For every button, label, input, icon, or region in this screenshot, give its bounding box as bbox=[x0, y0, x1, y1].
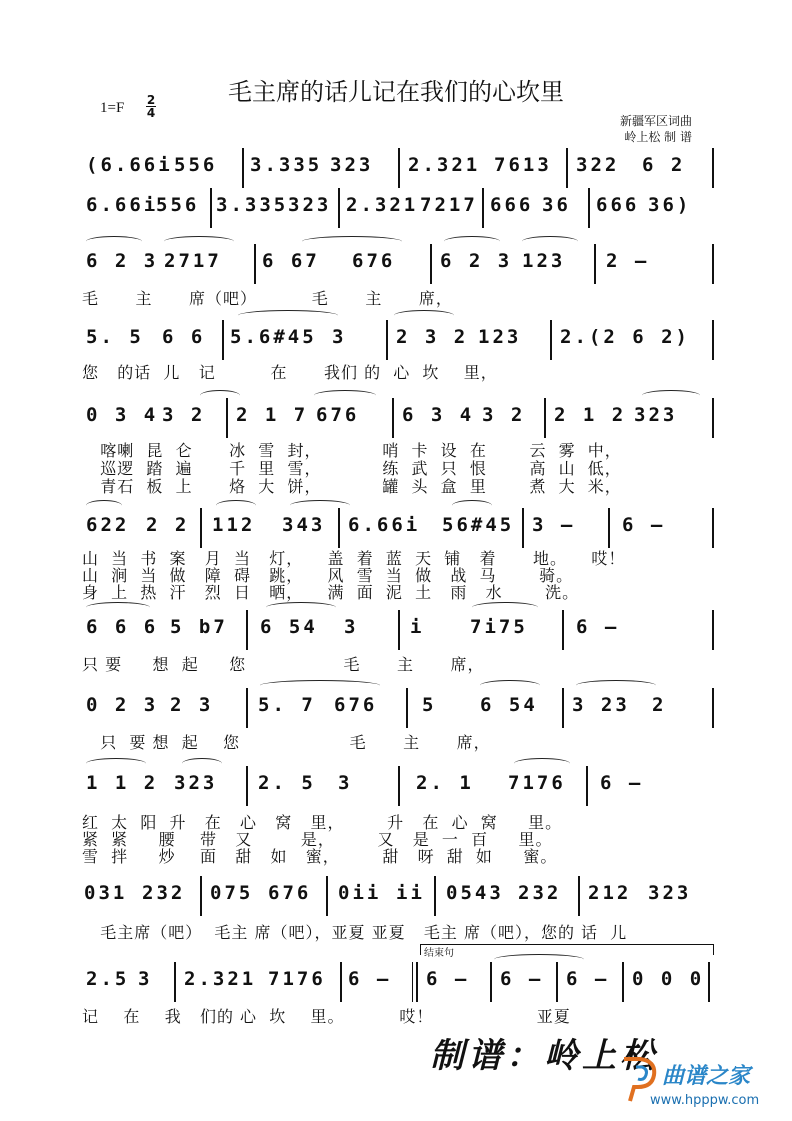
credit-composer: 新疆军区词曲 bbox=[619, 114, 692, 128]
lyric-line: 雪 拌 炒 面 甜 如 蜜， 甜 呀 甜 如 蜜。 bbox=[82, 847, 558, 866]
score-row-8 bbox=[82, 688, 714, 728]
page-title: 毛主席的话儿记在我们的心坎里 bbox=[228, 78, 564, 106]
measure: 2.321 bbox=[408, 154, 481, 176]
measure: 2 – bbox=[606, 250, 650, 272]
measure: 343 bbox=[282, 514, 326, 536]
measure: 2 bbox=[652, 694, 667, 716]
measure: 676 bbox=[352, 250, 396, 272]
barline bbox=[406, 688, 408, 728]
lyric-line: 山 涧 当 做 障 碍 跳， 风 雪 当 做 战 马 骑。 bbox=[82, 566, 574, 585]
barline bbox=[338, 508, 340, 548]
barline bbox=[482, 188, 484, 228]
barline bbox=[550, 320, 552, 360]
lyric-line: 毛主席（吧） 毛主 席（吧），亚夏 亚夏 毛主 席（吧），您的 话 儿 bbox=[82, 923, 628, 942]
measure: 56#45 bbox=[442, 514, 515, 536]
barline bbox=[246, 688, 248, 728]
barline bbox=[398, 766, 400, 806]
barline bbox=[712, 148, 714, 188]
measure: 3 2 bbox=[162, 404, 206, 426]
measure: 6 54 bbox=[260, 616, 318, 638]
slur bbox=[494, 954, 584, 965]
measure: 3 23 bbox=[572, 694, 630, 716]
barline bbox=[712, 320, 714, 360]
barline bbox=[222, 320, 224, 360]
measure: 6.66i bbox=[348, 514, 421, 536]
slur bbox=[394, 310, 454, 321]
measure: 556 bbox=[156, 194, 200, 216]
measure: 123 bbox=[478, 326, 522, 348]
slur bbox=[86, 758, 146, 769]
measure: 3 – bbox=[532, 514, 576, 536]
slur bbox=[86, 602, 150, 613]
measure: 3.335 bbox=[216, 194, 289, 216]
measure: 075 bbox=[210, 882, 254, 904]
barline bbox=[338, 188, 340, 228]
measure: 2 1 7 bbox=[236, 404, 309, 426]
slur bbox=[642, 390, 700, 401]
barline bbox=[522, 508, 524, 548]
measure: 7176 bbox=[268, 968, 326, 990]
measure: 7176 bbox=[508, 772, 566, 794]
barline bbox=[226, 398, 228, 438]
lyric-line: 身 上 热 汗 烈 日 晒， 满 面 泥 土 雨 水 洗。 bbox=[82, 583, 580, 602]
barline bbox=[712, 610, 714, 650]
score-row-7 bbox=[82, 610, 714, 650]
barline bbox=[242, 148, 244, 188]
measure: 622 bbox=[86, 514, 130, 536]
measure: 6 2 bbox=[642, 154, 686, 176]
measure: 323 bbox=[330, 154, 374, 176]
measure: 676 bbox=[268, 882, 312, 904]
score-row-4 bbox=[82, 320, 714, 360]
lyric-line: 喀喇 昆 仑 冰 雪 封， 哨 卡 设 在 云 雾 中， bbox=[82, 441, 622, 460]
measure: 212 bbox=[588, 882, 632, 904]
lyric-line: 紧 紧 腰 带 又 是， 又 是 一 百 里。 bbox=[82, 830, 553, 849]
watermark bbox=[620, 1055, 790, 1117]
barline bbox=[434, 876, 436, 916]
watermark-title: 曲谱之家 bbox=[662, 1064, 751, 1089]
lyric-line: 青石 板 上 烙 大 饼， 罐 头 盒 里 煮 大 米， bbox=[82, 477, 622, 496]
measure: 232 bbox=[518, 882, 562, 904]
measure: 3.335 bbox=[250, 154, 323, 176]
slur bbox=[238, 310, 338, 321]
measure: 1 1 2 bbox=[86, 772, 159, 794]
measure: 2.321 bbox=[346, 194, 419, 216]
barline bbox=[430, 244, 432, 284]
measure: 556 bbox=[174, 154, 218, 176]
barline bbox=[544, 398, 546, 438]
slur bbox=[260, 680, 380, 691]
measure: 6 – bbox=[576, 616, 620, 638]
barline bbox=[586, 766, 588, 806]
lyric-line: 记 在 我 们的 心 坎 里。 哎！ 亚夏 bbox=[82, 1007, 571, 1026]
barline bbox=[200, 508, 202, 548]
measure: 6 – bbox=[600, 772, 644, 794]
barline bbox=[622, 962, 624, 1002]
measure: 6 54 bbox=[480, 694, 538, 716]
slur bbox=[472, 602, 538, 613]
key-signature: 1=F bbox=[100, 100, 125, 116]
measure: 676 bbox=[334, 694, 378, 716]
measure: 0 3 4 bbox=[86, 404, 159, 426]
measure: 6 – bbox=[566, 968, 610, 990]
slur bbox=[522, 236, 578, 247]
barline bbox=[562, 688, 564, 728]
slur bbox=[182, 758, 222, 769]
lyric-line: 您 的话 儿 记 在 我们 的 心 坎 里， bbox=[82, 363, 498, 382]
score-row-11 bbox=[82, 962, 714, 1002]
score-row-10 bbox=[82, 876, 714, 916]
barline bbox=[386, 320, 388, 360]
barline bbox=[246, 766, 248, 806]
measure: 666 bbox=[490, 194, 534, 216]
measure: 112 bbox=[212, 514, 256, 536]
measure: 0 0 0 bbox=[632, 968, 705, 990]
measure: 6 – bbox=[500, 968, 544, 990]
barline bbox=[398, 610, 400, 650]
lyric-line: 巡逻 踏 遍 千 里 雪， 练 武 只 恨 高 山 低， bbox=[82, 459, 622, 478]
slur bbox=[514, 758, 570, 769]
barline bbox=[712, 398, 714, 438]
barline bbox=[210, 188, 212, 228]
measure: i bbox=[410, 616, 425, 638]
measure: 2 2 bbox=[146, 514, 190, 536]
measure: 3 2 bbox=[482, 404, 526, 426]
slur bbox=[302, 236, 402, 247]
slur bbox=[216, 500, 256, 511]
barline bbox=[566, 148, 568, 188]
slur bbox=[444, 236, 500, 247]
repeat-barline bbox=[416, 962, 418, 1002]
measure: 7i75 bbox=[470, 616, 528, 638]
measure: 2717 bbox=[164, 250, 222, 272]
measure: 123 bbox=[522, 250, 566, 272]
lyric-line: 红 太 阳 升 在 心 窝 里， 升 在 心 窝 里。 bbox=[82, 813, 563, 832]
measure: 5.6#45 bbox=[230, 326, 317, 348]
score-row-9 bbox=[82, 766, 714, 806]
measure: 3 bbox=[344, 616, 359, 638]
measure: 323 bbox=[634, 404, 678, 426]
slur bbox=[266, 602, 336, 613]
slur bbox=[200, 390, 240, 401]
measure: 2 1 2 bbox=[554, 404, 627, 426]
lyric-line: 山 当 书 案 月 当 灯， 盖 着 蓝 天 铺 着 地。 哎！ bbox=[82, 549, 626, 568]
slur bbox=[576, 680, 656, 691]
measure: 0 2 3 bbox=[86, 694, 159, 716]
watermark-url: www.hpppw.com bbox=[650, 1093, 760, 1108]
measure: 5 bbox=[422, 694, 437, 716]
measure: 2.(2 6 2) bbox=[560, 326, 690, 348]
time-sig-num: 2 bbox=[146, 93, 156, 107]
measure: 6.66i bbox=[86, 194, 159, 216]
lyric-line: 只 要 想 起 您 毛 主 席， bbox=[82, 733, 491, 752]
measure: 2 3 2 bbox=[396, 326, 469, 348]
measure: 2.5 bbox=[86, 968, 130, 990]
barline bbox=[398, 148, 400, 188]
measure: 5. 5 bbox=[86, 326, 144, 348]
measure: 2. 5 bbox=[258, 772, 316, 794]
barline bbox=[712, 688, 714, 728]
measure: 323 bbox=[174, 772, 218, 794]
time-signature bbox=[146, 94, 156, 119]
measure: 323 bbox=[648, 882, 692, 904]
measure: 6 2 3 bbox=[86, 250, 159, 272]
measure: 6 3 4 bbox=[402, 404, 475, 426]
barline bbox=[712, 508, 714, 548]
time-sig-den: 4 bbox=[146, 106, 156, 120]
measure: 7217 bbox=[420, 194, 478, 216]
slur bbox=[86, 236, 142, 247]
measure: 6 67 bbox=[262, 250, 320, 272]
lyric-line: 毛 主 席（吧） 毛 主 席， bbox=[82, 289, 453, 308]
measure: 5. 7 bbox=[258, 694, 316, 716]
barline bbox=[326, 876, 328, 916]
repeat-barline bbox=[412, 962, 413, 1002]
barline bbox=[340, 962, 342, 1002]
measure: 36) bbox=[648, 194, 692, 216]
measure: 232 bbox=[142, 882, 186, 904]
measure: 2.321 bbox=[184, 968, 257, 990]
measure: 2. 1 bbox=[416, 772, 474, 794]
measure: 6 6 bbox=[162, 326, 206, 348]
barline bbox=[392, 398, 394, 438]
measure: 322 bbox=[576, 154, 620, 176]
measure: 7613 bbox=[494, 154, 552, 176]
barline bbox=[490, 962, 492, 1002]
barline bbox=[174, 962, 176, 1002]
measure: 3 bbox=[338, 772, 353, 794]
final-barline bbox=[708, 962, 710, 1002]
measure: 3 bbox=[138, 968, 153, 990]
score-row-2 bbox=[82, 188, 714, 228]
score-row-5 bbox=[82, 398, 714, 438]
measure: 6 2 3 bbox=[440, 250, 513, 272]
measure: 3 bbox=[332, 326, 347, 348]
measure: 6 6 6 bbox=[86, 616, 159, 638]
barline bbox=[254, 244, 256, 284]
barline bbox=[246, 610, 248, 650]
barline bbox=[594, 244, 596, 284]
barline bbox=[578, 876, 580, 916]
ending-bracket bbox=[420, 944, 714, 955]
slur bbox=[314, 390, 376, 401]
measure: (6.66i bbox=[86, 154, 173, 176]
credit-arranger: 岭上松 制 谱 bbox=[624, 130, 692, 144]
measure: 6 – bbox=[622, 514, 666, 536]
measure: 6 – bbox=[348, 968, 392, 990]
measure: 0543 bbox=[446, 882, 504, 904]
slur bbox=[164, 236, 234, 247]
score-row-3 bbox=[82, 244, 714, 284]
score-row-1 bbox=[82, 148, 714, 188]
barline bbox=[608, 508, 610, 548]
score-row-6 bbox=[82, 508, 714, 548]
barline bbox=[588, 188, 590, 228]
lyric-line: 只 要 想 起 您 毛 主 席， bbox=[82, 655, 485, 674]
signature: 制谱：岭上松 bbox=[430, 1036, 658, 1076]
ending-label: 结束句 bbox=[424, 948, 454, 959]
barline bbox=[556, 962, 558, 1002]
measure: 6 – bbox=[426, 968, 470, 990]
barline bbox=[562, 610, 564, 650]
measure: 36 bbox=[542, 194, 571, 216]
slur bbox=[290, 500, 350, 511]
barline bbox=[200, 876, 202, 916]
slur bbox=[480, 680, 540, 691]
measure: 0ii bbox=[338, 882, 382, 904]
slur bbox=[452, 500, 492, 511]
measure: 5 b7 bbox=[170, 616, 228, 638]
measure: 031 bbox=[84, 882, 128, 904]
measure: 666 bbox=[596, 194, 640, 216]
measure: 323 bbox=[288, 194, 332, 216]
barline bbox=[712, 244, 714, 284]
measure: 2 3 bbox=[170, 694, 214, 716]
measure: ii bbox=[396, 882, 425, 904]
slur bbox=[86, 500, 122, 511]
measure: 676 bbox=[316, 404, 360, 426]
